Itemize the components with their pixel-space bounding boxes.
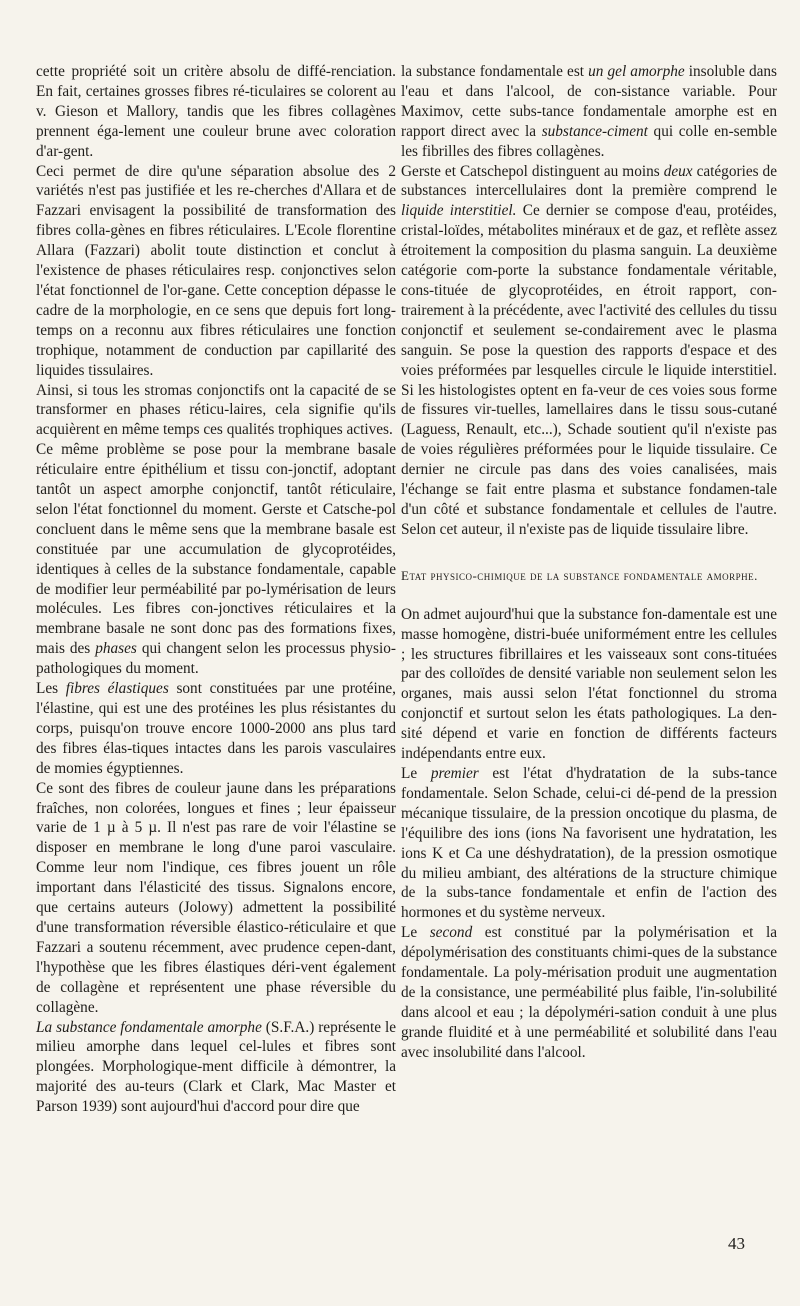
paragraph (36, 381, 396, 441)
left-column (36, 62, 396, 1117)
text-run: est l'état d'hydratation de la subs-tance fondamentale. Selon Schade, celui-ci dé-pend de la pression mécanique tissulaire, de la pression oncotique du plasma, de l'équilibre des ions (ions Na favorisent une hydratation, les ions K et Ca une déshydratation), de la pression osmotique du milieu ambiant, des altérations de la structure chimique de la subs-tance fondamentale et enfin de l'action des hormones et du système nerveux. (401, 765, 777, 922)
italic-text: liquide interstitiel. (401, 202, 517, 220)
italic-text: fibres élastiques (65, 680, 169, 698)
paragraph (401, 605, 777, 764)
text-run: sont constituées par une protéine, l'élastine, qui est une des protéines les plus résistantes du corps, puisqu'on trouve encore 1000-2000 ans plus tard des fibres élas-tiques intactes dans les parois vasculaires de momies égyptiennes. (36, 680, 396, 777)
paragraph (36, 679, 396, 779)
paragraph (401, 764, 777, 923)
text-run: la substance fondamentale est (401, 63, 589, 80)
italic-text: phases (95, 640, 137, 658)
page-number: 43 (728, 1234, 745, 1253)
text-run: Ce même problème se pose pour la membrane basale réticulaire entre épithélium et tissu con-jonctif, adoptant tantôt un aspect amorphe conjonctif, tantôt réticulaire, selon l'état fonctionnel du moment. Gerste et Catsche-pol concluent dans le même sens que la membrane basale est constituée par une accumulation de glycoprotéides, identiques à celles de la substance fondamentale, capable de modifier leur perméabilité par po-lymérisation de leurs molécules. Les fibres con-jonctives réticulaires et la membrane basale ne sont donc pas des formations fixes, mais des (36, 441, 396, 658)
text-run: qui colle en-semble les fibrilles des fibres collagènes. (401, 122, 777, 160)
text-run: catégories de substances intercellulaires dont la première comprend le (401, 162, 777, 200)
italic-text: premier (430, 765, 479, 782)
italic-text: La substance fondamentale amorphe (36, 1018, 262, 1036)
paragraph (401, 62, 777, 162)
paragraph (36, 1018, 396, 1118)
text-run: Le (401, 765, 431, 782)
italic-text: un gel amorphe (588, 63, 685, 80)
paragraph (401, 923, 777, 1062)
text-run: (S.F.A.) représente le milieu amorphe dans lequel cel-lules et fibres sont plongées. Morphologique-ment difficile à démontrer, la majorité des au-teurs (Clark et Clark, Mac Master et Parson 1939) sont aujourd'hui d'accord pour dire que (36, 1018, 396, 1116)
italic-text: second (429, 924, 473, 942)
italic-text: substance-ciment (541, 122, 648, 140)
text-run: On admet aujourd'hui que la substance fon-damentale est une masse homogène, distri-buée uniformément entre les cellules ; les structures fibrillaires et les vaisseaux sont cons-tituées par des colloïdes de densité variable non seulement selon les organes, mais aussi selon l'état fonctionnel du stroma conjonctif et surtout selon les états pathologiques. La den-sité dépend et varie en fonction de différents facteurs indépendants entre eux. (401, 605, 777, 763)
text-run: qui changent selon les processus physio-pathologiques du moment. (36, 640, 396, 678)
italic-text: deux (663, 162, 693, 180)
text-run: Les (36, 680, 66, 698)
right-column-bottom (401, 605, 777, 1063)
text-run: Ce dernier se compose d'eau, protéides, cristal-loïdes, métabolites minéraux et de gaz, et reflète assez étroitement la composition du plasma sanguin. La deuxième catégorie com-porte la substance fondamentale véritable, cons-tituée de glycoprotéides, en étroit rapport, con-trairement à la précédente, avec l'activité des cellules du tissu conjonctif et seulement se-condairement avec le plasma sanguin. Se pose la question des rapports d'espace et des voies préformées par lesquelles circule le liquide interstitiel. Si les histologistes optent en fa-veur de ces voies sous forme de fissures vir-tuelles, lamellaires dans le tissu sous-cutané (Laguess, Renault, etc...), Schade soutient qu'il n'existe pas de voies régulières préformées pour le liquide tissulaire. Ce dernier ne circule pas dans des voies canalisées, mais l'échange se fait entre plasma et substance fondamen-tale d'un côté et substance fondamentale et cellules de l'autre. Selon cet auteur, il n'existe pas de liquide tissulaire libre. (401, 202, 777, 538)
paragraph (36, 779, 396, 1018)
text-run: Ceci permet de dire qu'une séparation absolue des 2 variétés n'est pas justifiée et les re-cherches d'Allara et de Fazzari envisagent la possibilité de transformation des fibres colla-gènes en fibres réticulaires. L'Ecole florentine Allara (Fazzari) abolit toute distinction et conclut à l'existence de phases réticulaires resp. conjonctives selon l'état fonctionnel de l'or-gane. Cette conception dépasse le cadre de la morphologie, en ce sens que depuis fort long-temps on a reconnu aux fibres réticulaires une fonction trophique, notamment de conduction par capillarité des liquides tissulaires. (36, 162, 396, 379)
paragraph (36, 162, 396, 381)
text-run: Le (401, 924, 430, 942)
text-run: Ainsi, si tous les stromas conjonctifs ont la capacité de se transformer en phases réticu-laires, cela signifie qu'ils acquièrent en même temps ces qualités trophiques actives. (36, 381, 396, 439)
text-run: insoluble dans l'eau et dans l'alcool, de con-sistance variable. Pour Maximov, cette subs-tance fondamentale amorphe est en rapport direct avec la (401, 63, 777, 140)
text-run: est constitué par la polymérisation et la dépolymérisation des constituants chimi-ques de la substance fondamentale. La poly-mérisation produit une augmentation de la consistance, une perméabilité plus faible, l'in-solubilité dans alcool et eau ; la dépolyméri-sation conduit à une plus grande fluidité et à une perméabilité et solubilité dans l'eau avec insolubilité dans l'alcool. (401, 924, 777, 1061)
right-column-top (401, 62, 777, 540)
text-run: Ce sont des fibres de couleur jaune dans les préparations fraîches, non colorées, longues et fines ; leur épaisseur varie de 1 µ à 5 µ. Il n'est pas rare de voir l'élastine se disposer en membrane le long d'une paroi vasculaire. Comme leur nom l'indique, ces fibres jouent un rôle important dans l'élasticité des tissus. Signalons encore, que certains auteurs (Jolowy) admettent la possibilité d'une transformation réversible élastico-réticulaire et que Fazzari a soutenu récemment, avec prudence cepen-dant, l'hypothèse que les fibres élastiques déri-vent également de collagène et représentent une phase réversible du collagène. (36, 779, 396, 1016)
section-heading: Etat physico-chimique de la substance fondamentale amorphe. (401, 567, 758, 583)
right-column (401, 62, 777, 1063)
paragraph (401, 162, 777, 540)
paragraph (36, 62, 396, 162)
paragraph (36, 440, 396, 679)
text-run: cette propriété soit un critère absolu de diffé-renciation. En fait, certaines grosses fibres ré-ticulaires se colorent au v. Gieson et Mallory, tandis que les fibres collagènes prennent éga-lement une couleur brune avec coloration d'ar-gent. (36, 63, 396, 160)
text-run: Gerste et Catschepol distinguent au moins (401, 162, 664, 180)
